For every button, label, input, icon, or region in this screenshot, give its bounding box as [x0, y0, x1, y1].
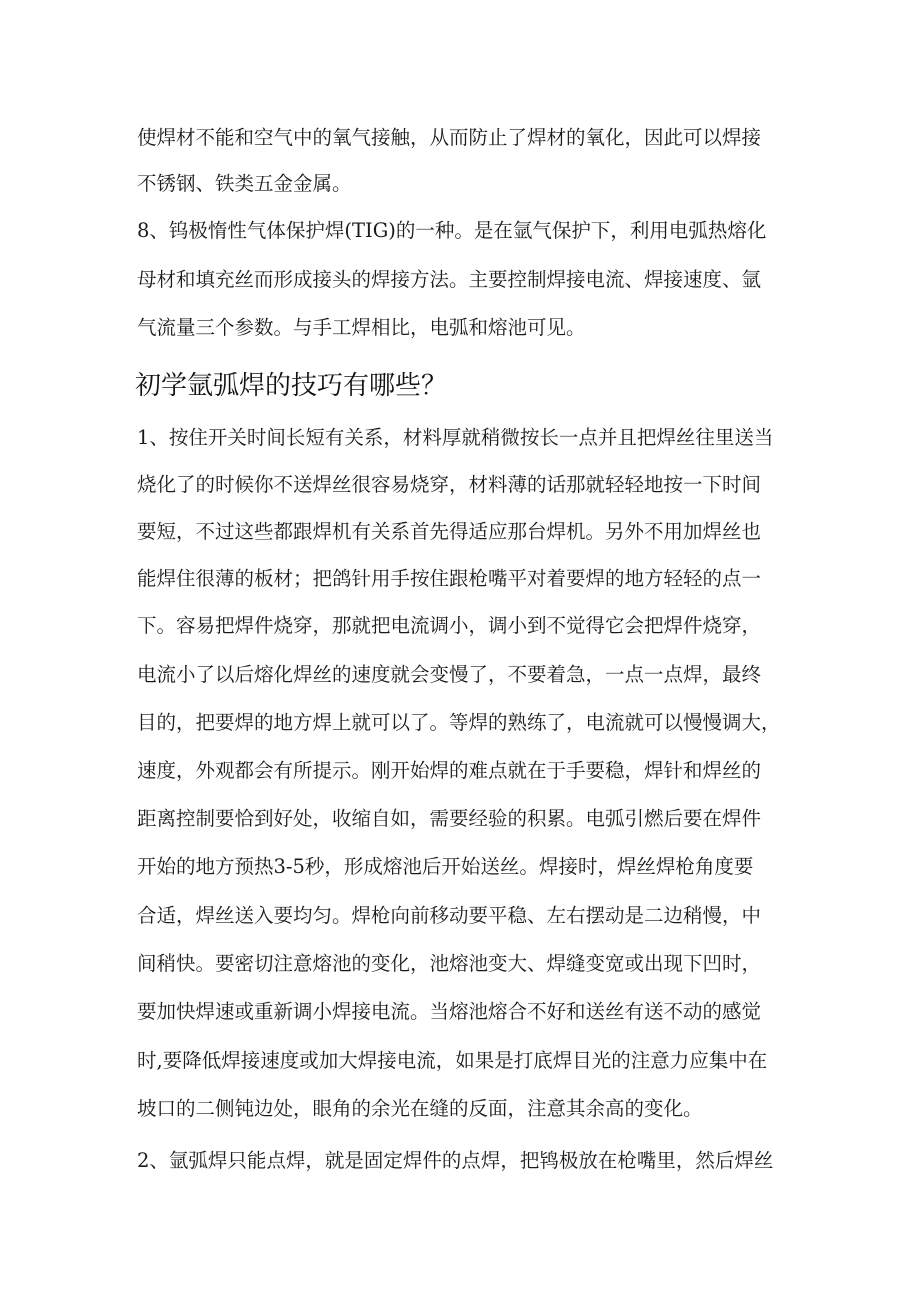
- tip1-line-9: 距离控制要恰到好处，收缩自如，需要经验的积累。电弧引燃后要在焊件: [137, 807, 762, 830]
- tip2-line-1: 2、氩弧焊只能点焊，就是固定焊件的点焊，把鸨极放在枪嘴里，然后焊丝: [137, 1149, 774, 1172]
- tip1-line-6: 电流小了以后熔化焊丝的速度就会变慢了，不要着急，一点一点焊，最终: [137, 663, 762, 686]
- tip1-line-7: 目的，把要焊的地方焊上就可以了。等焊的熟练了，电流就可以慢慢调大，: [137, 711, 781, 734]
- tip1-line-14: 时,要降低焊接速度或加大焊接电流，如果是打底焊目光的注意力应集中在: [137, 1049, 768, 1072]
- section-heading: 初学氩弧焊的技巧有哪些？: [135, 371, 448, 401]
- tip1-line-10: 开始的地方预热3-5秒，形成熔池后开始送丝。焊接时，焊丝焊枪角度要: [137, 855, 754, 878]
- tip1-line-3: 要短，不过这些都跟焊机有关系首先得适应那台焊机。另外不用加焊丝也: [137, 520, 762, 543]
- item8-line-2: 母材和填充丝而形成接头的焊接方法。主要控制焊接电流、焊接速度、氩: [137, 268, 762, 291]
- tip1-line-4: 能焊住很薄的板材；把鸽针用手按住跟枪嘴平对着要焊的地方轻轻的点一: [137, 567, 762, 590]
- tip1-line-5: 下。容易把焊件烧穿，那就把电流调小，调小到不觉得它会把焊件烧穿，: [137, 614, 762, 637]
- tip1-line-8: 速度，外观都会有所提示。刚开始焊的难点就在于手要稳，焊针和焊丝的: [137, 759, 762, 782]
- tip1-line-1: 1、按住开关时间长短有关系，材料厚就稍微按长一点并且把焊丝往里送当: [137, 426, 774, 449]
- intro-line-2: 不锈钢、铁类五金金属。: [137, 172, 352, 195]
- tip1-line-15: 坡口的二侧钝边处，眼角的余光在缝的反面，注意其余高的变化。: [137, 1097, 703, 1120]
- item8-line-3: 气流量三个参数。与手工焊相比，电弧和熔池可见。: [137, 316, 586, 339]
- item8-line-1: 8、钨极惰性气体保护焊(TIG)的一种。是在氩气保护下，利用电弧热熔化: [137, 219, 767, 242]
- tip1-line-11: 合适，焊丝送入要均匀。焊枪向前移动要平稳、左右摆动是二边稍慢，中: [137, 904, 762, 927]
- tip1-line-12: 间稍快。要密切注意熔池的变化，池熔池变大、焊缝变宽或出现下凹时，: [137, 952, 762, 975]
- tip1-line-13: 要加快焊速或重新调小焊接电流。当熔池熔合不好和送丝有送不动的感觉: [137, 1000, 762, 1023]
- tip1-line-2: 烧化了的时候你不送焊丝很容易烧穿，材料薄的话那就轻轻地按一下时间: [137, 473, 762, 496]
- intro-line-1: 使焊材不能和空气中的氧气接触，从而防止了焊材的氧化，因此可以焊接: [137, 126, 762, 149]
